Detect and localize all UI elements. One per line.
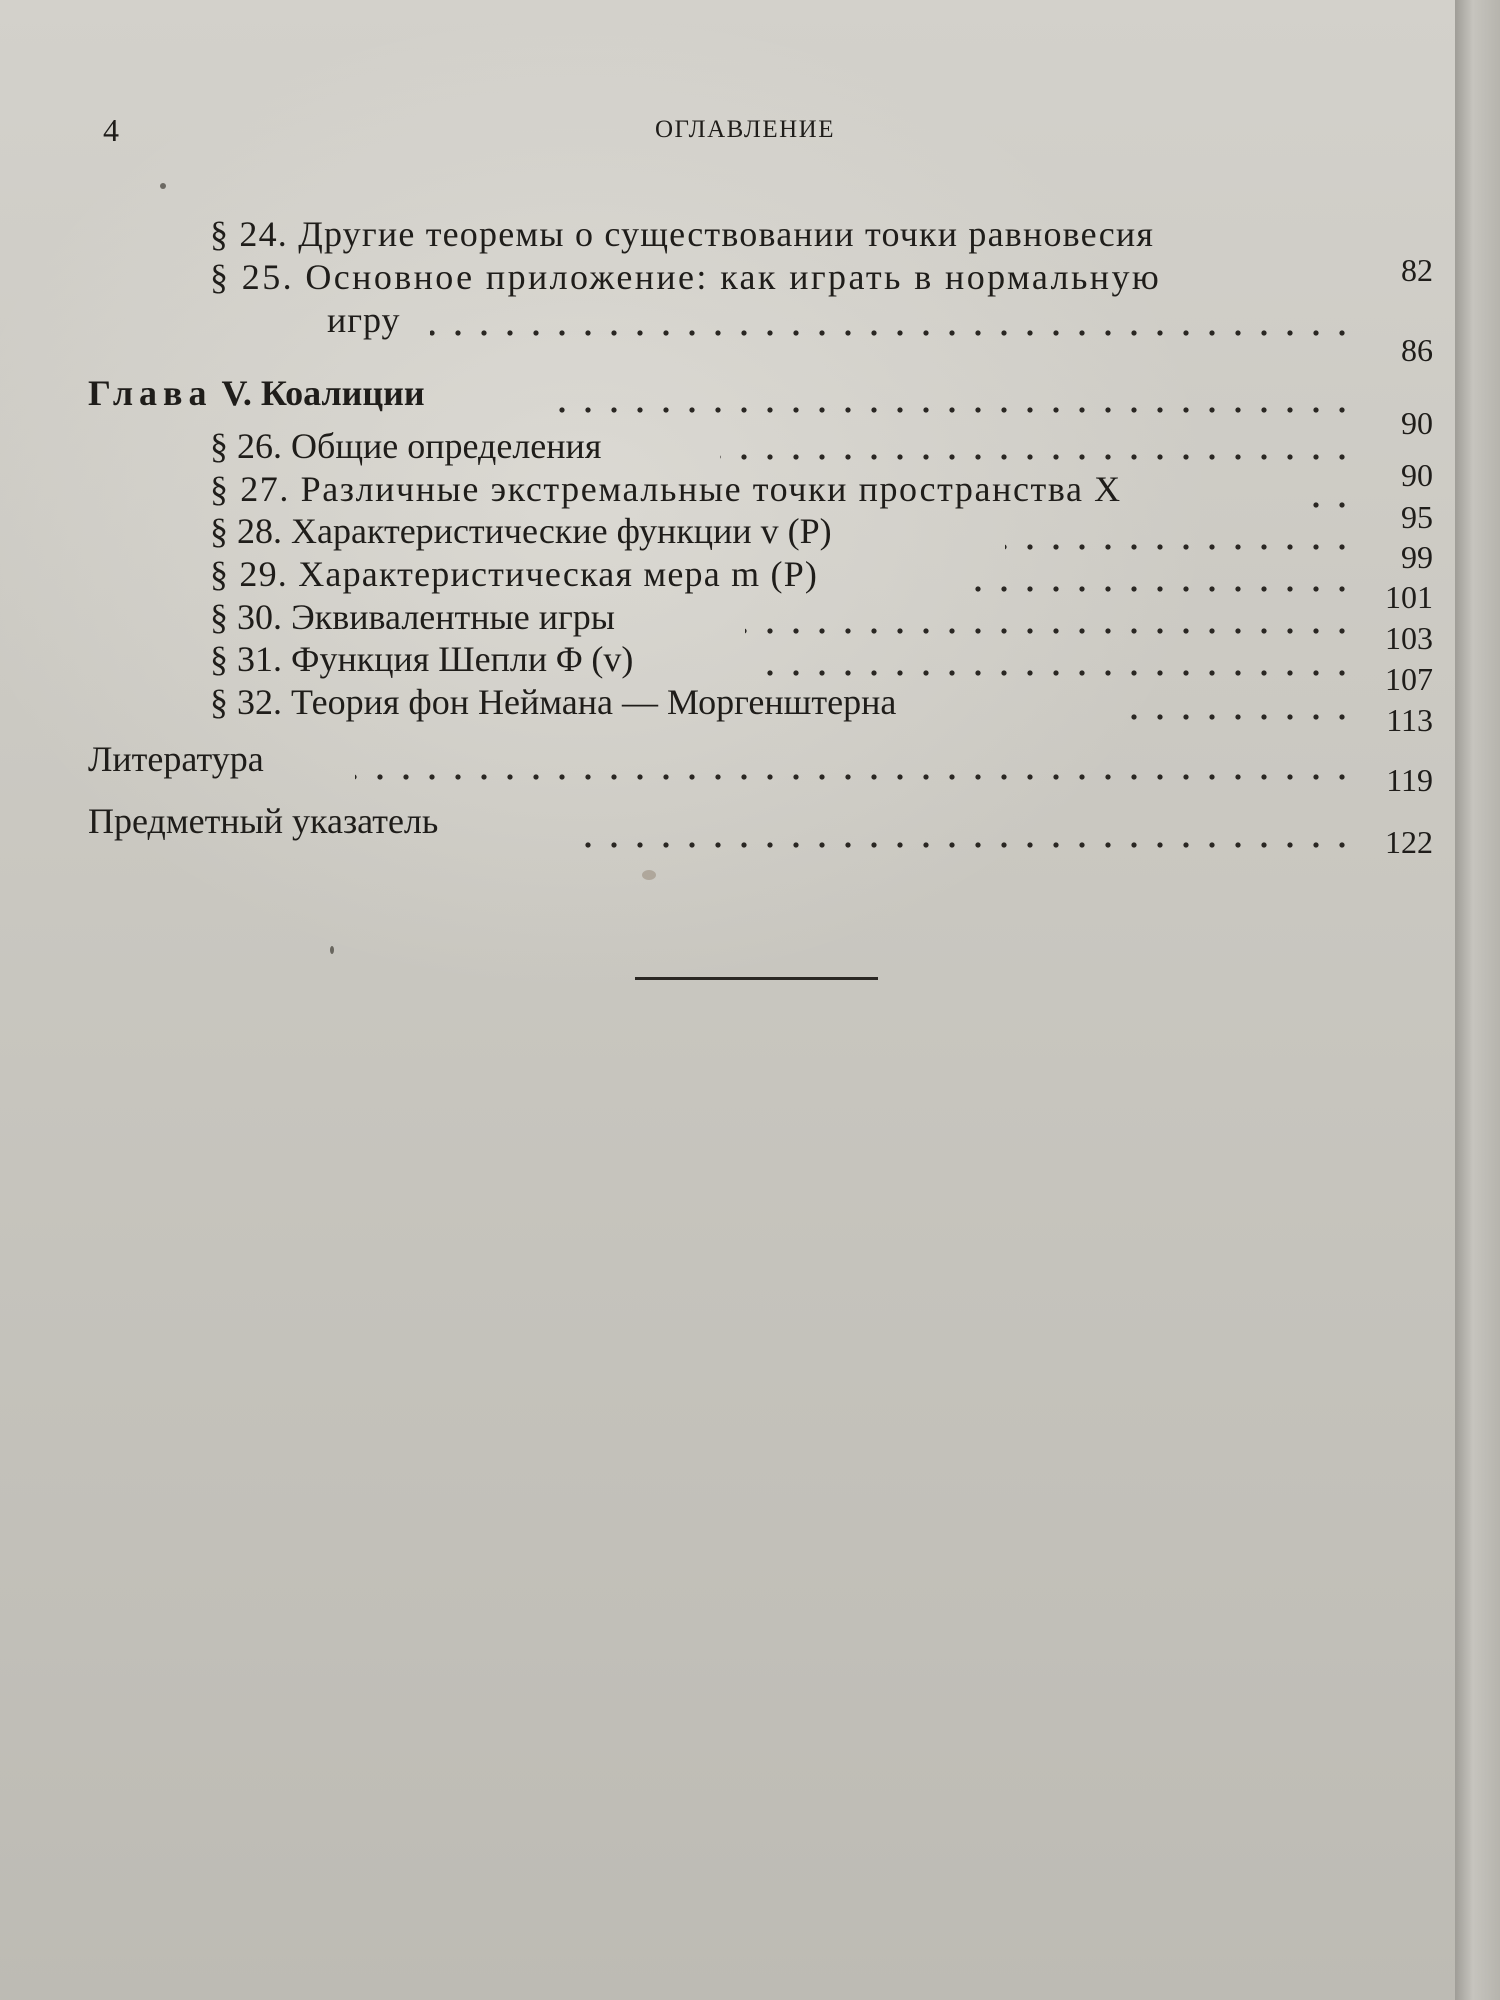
toc-entry-s28-page: 99	[1401, 539, 1433, 575]
toc-entry-s30-label: § 30. Эквивалентные игры	[210, 597, 615, 637]
paper-speck	[160, 183, 166, 189]
toc-leader-dots	[430, 328, 1355, 338]
toc-entry-s31-label: § 31. Функция Шепли Φ (v)	[210, 639, 634, 679]
toc-entry-s32-label: § 32. Теория фон Неймана — Моргенштерна	[210, 682, 897, 722]
toc-entry-literature-page: 119	[1386, 762, 1433, 798]
toc-leader-dots	[570, 840, 1355, 850]
toc-leader-dots	[760, 668, 1355, 678]
toc-leader-dots	[545, 405, 1355, 415]
toc-leader-dots	[965, 584, 1355, 594]
page-header	[0, 112, 1455, 152]
running-title: ОГЛАВЛЕНИЕ	[655, 116, 835, 143]
toc-leader-dots	[720, 452, 1355, 462]
toc-entry-s32-page: 113	[1386, 702, 1433, 738]
toc-leader-dots	[1005, 542, 1355, 552]
page-number: 4	[103, 112, 119, 148]
toc-entry-s24-label: § 24. Другие теоремы о существовании точки равновесия	[210, 214, 1155, 254]
toc-entry-s29-page: 101	[1385, 579, 1433, 615]
toc-entry-s24-page: 82	[1401, 252, 1433, 288]
toc-chapter-5	[88, 372, 425, 414]
toc-entry-index-label: Предметный указатель	[88, 801, 439, 841]
page-edge-shadow	[1455, 0, 1500, 2000]
toc-entry-s25-line2: игру	[327, 300, 401, 340]
toc-entry-s26-label: § 26. Общие определения	[210, 426, 602, 466]
paper-stain	[642, 870, 656, 880]
chapter-label: Глава	[88, 373, 213, 413]
toc-entry-s29-label: § 29. Характеристическая мера m (P)	[210, 554, 819, 594]
toc-leader-dots	[355, 772, 1355, 782]
toc-entry-literature-label: Литература	[88, 739, 264, 779]
toc-leader-dots	[1130, 712, 1355, 722]
toc-entry-s25-line1: § 25. Основное приложение: как играть в нормальную	[210, 257, 1162, 297]
toc-leader-dots	[745, 626, 1355, 636]
toc-entry-s26-page: 90	[1401, 457, 1433, 493]
paper-speck	[330, 946, 334, 954]
toc-entry-index-page: 122	[1385, 824, 1433, 860]
end-rule	[635, 977, 878, 980]
toc-entry-s25-page: 86	[1401, 332, 1433, 368]
toc-entry-s28-label: § 28. Характеристические функции v (P)	[210, 511, 832, 551]
toc-entry-s27-page: 95	[1401, 499, 1433, 535]
toc-entry-s31-page: 107	[1385, 661, 1433, 697]
toc-entry-s30-page: 103	[1385, 620, 1433, 656]
chapter-title: V. Коалиции	[221, 373, 425, 413]
toc-entry-chapter5-page: 90	[1401, 405, 1433, 441]
toc-entry-s27-label: § 27. Различные экстремальные точки пространства X	[210, 469, 1122, 509]
